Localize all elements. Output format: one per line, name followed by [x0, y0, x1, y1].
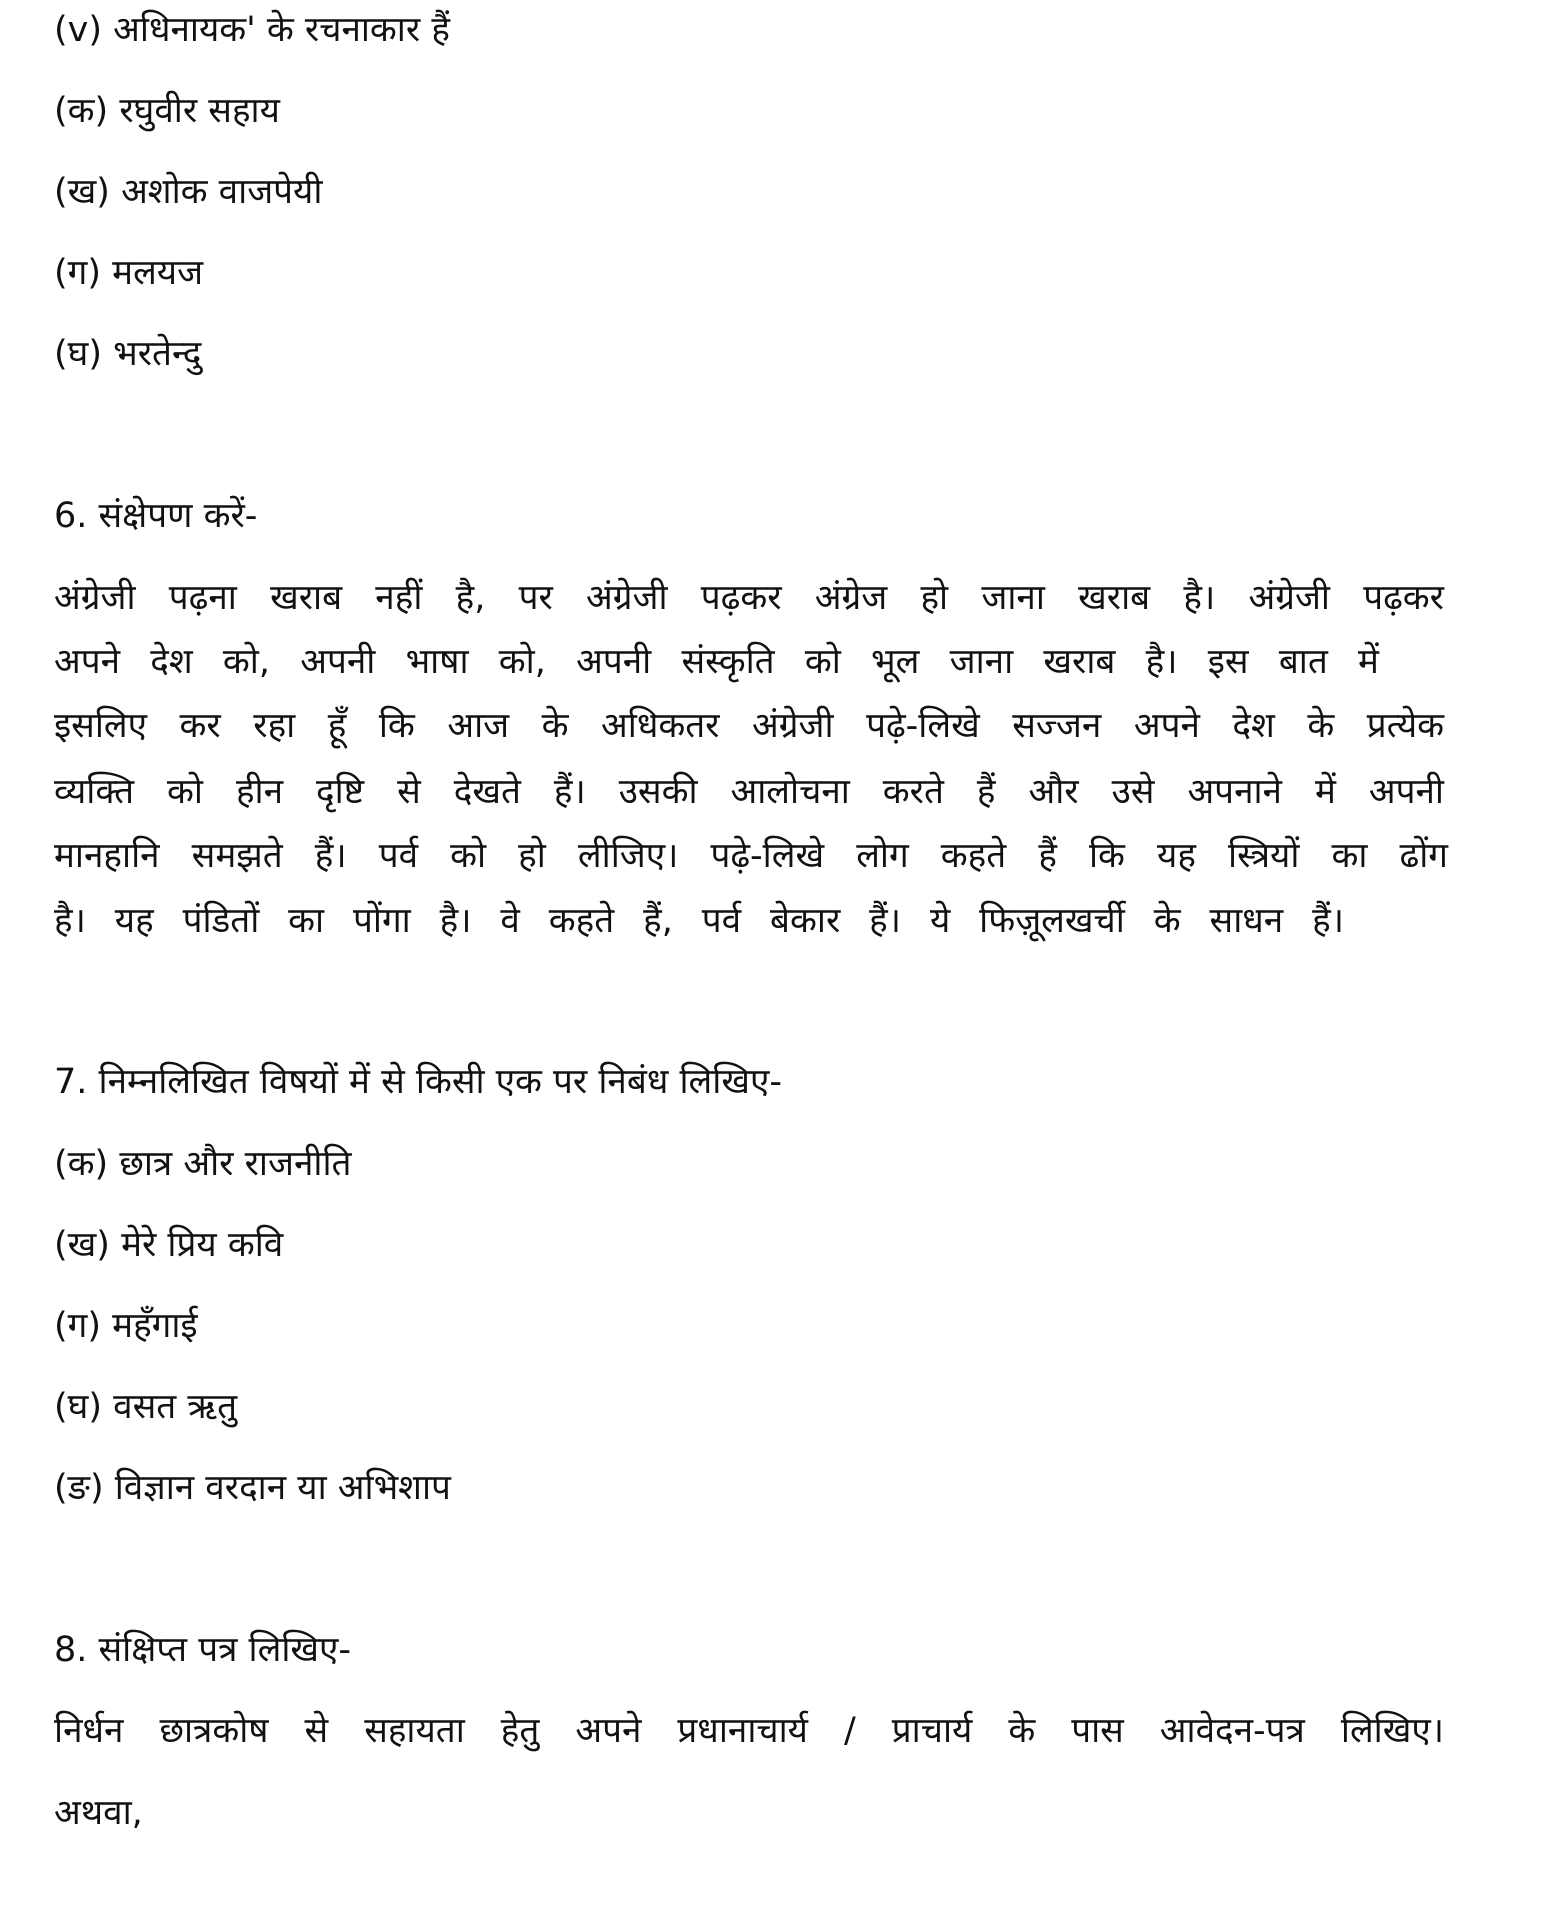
question-5-stem: (v) अधिनायक' के रचनाकार हैं: [54, 10, 450, 50]
question-5-option: (क) रघुवीर सहाय: [54, 91, 280, 131]
question-5-option: (ग) मलयज: [54, 253, 204, 293]
passage-line: व्यक्ति को हीन दृष्टि से देखते हैं। उसकी आलोचना करते हैं और उसे अपनाने में अपनी: [54, 772, 1444, 812]
question-7-option: (क) छात्र और राजनीति: [54, 1144, 352, 1184]
question-6-heading: 6. संक्षेपण करें-: [54, 496, 258, 536]
passage-line: है। यह पंडितों का पोंगा है। वे कहते हैं, पर्व बेकार हैं। ये फिज़ूलखर्ची के साधन हैं।: [54, 901, 1344, 941]
question-7-option: (ग) महँगाई: [54, 1306, 198, 1346]
question-8-heading: 8. संक्षिप्त पत्र लिखिए-: [54, 1630, 351, 1670]
question-7-option: (ङ) विज्ञान वरदान या अभिशाप: [54, 1468, 451, 1508]
passage-line: इसलिए कर रहा हूँ कि आज के अधिकतर अंग्रेजी पढ़े-लिखे सज्जन अपने देश के प्रत्येक: [54, 706, 1444, 746]
question-8-or: अथवा,: [54, 1793, 143, 1833]
passage-line: अंग्रेजी पढ़ना खराब नहीं है, पर अंग्रेजी पढ़कर अंग्रेज हो जाना खराब है। अंग्रेजी पढ़कर: [54, 578, 1444, 618]
question-8-text: निर्धन छात्रकोष से सहायता हेतु अपने प्रधानाचार्य / प्राचार्य के पास आवेदन-पत्र लिखिए।: [54, 1711, 1444, 1751]
question-5-option: (ख) अशोक वाजपेयी: [54, 172, 323, 212]
passage-line: अपने देश को, अपनी भाषा को, अपनी संस्कृति को भूल जाना खराब है। इस बात में: [54, 642, 1379, 682]
question-7-option: (ख) मेरे प्रिय कवि: [54, 1225, 284, 1265]
question-7-heading: 7. निम्नलिखित विषयों में से किसी एक पर निबंध लिखिए-: [54, 1062, 782, 1102]
passage-line: मानहानि समझते हैं। पर्व को हो लीजिए। पढ़े-लिखे लोग कहते हैं कि यह स्त्रियों का ढोंग: [54, 836, 1448, 876]
question-7-option: (घ) वसत ऋतु: [54, 1387, 238, 1427]
question-5-option: (घ) भरतेन्दु: [54, 334, 202, 374]
